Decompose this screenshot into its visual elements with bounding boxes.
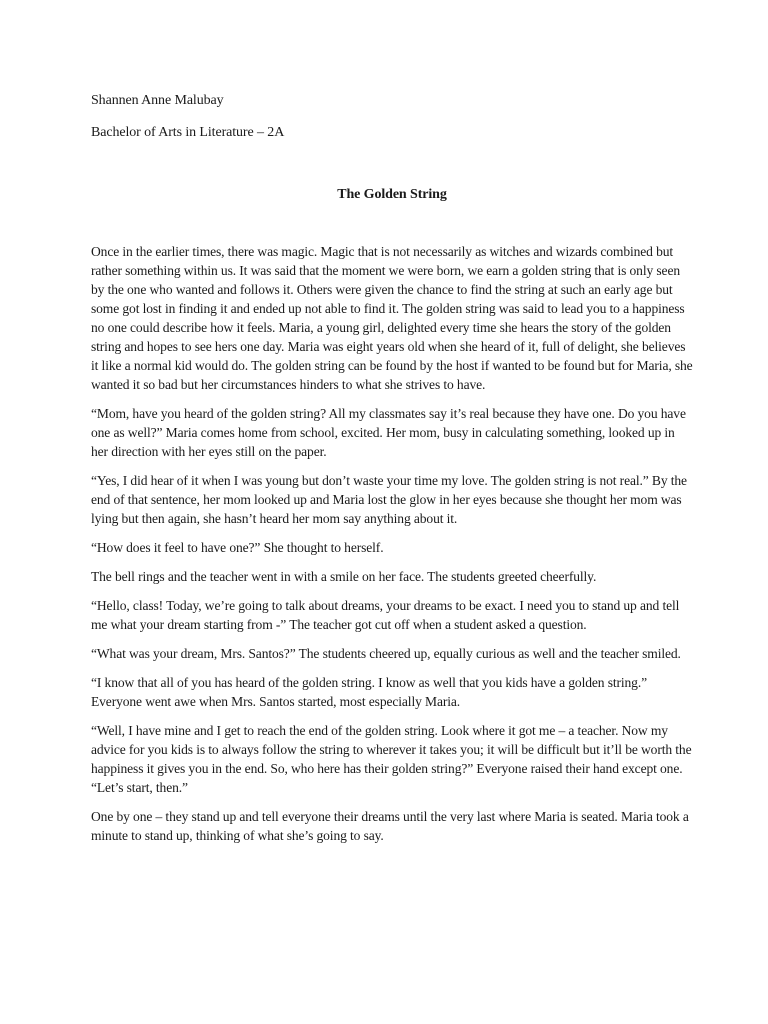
paragraph: One by one – they stand up and tell everyone their dreams until the very last where Maria is seated. Maria took a minute to stand up, thinking of what she’s going to say. — [91, 809, 689, 843]
author-name: Shannen Anne Malubay — [91, 93, 224, 108]
document-page — [91, 92, 693, 855]
document-body — [91, 242, 693, 845]
paragraph: The bell rings and the teacher went in with a smile on her face. The students greeted cheerfully. — [91, 569, 597, 584]
paragraph: “I know that all of you has heard of the golden string. I know as well that you kids have a golden string.” Everyone went awe when Mrs. Santos started, most especially Maria. — [91, 675, 647, 709]
paragraph: “Well, I have mine and I get to reach the end of the golden string. Look where it got me – a teacher. Now my advice for you kids is to always follow the string to wherever it takes you; it will be difficult but it’ll be worth the happiness it gives you in the end. So, who here has their golden string?” Everyone raised their hand except one. “Let’s start, then.” — [91, 723, 692, 795]
program-line: Bachelor of Arts in Literature – 2A — [91, 125, 285, 140]
paragraph: “Mom, have you heard of the golden string? All my classmates say it’s real because they have one. Do you have one as well?” Maria comes home from school, excited. Her mom, busy in calculating something, looked up in her direction with her eyes still on the paper. — [91, 406, 686, 459]
paragraph: “What was your dream, Mrs. Santos?” The students cheered up, equally curious as well and the teacher smiled. — [91, 646, 681, 661]
paragraph: “Hello, class! Today, we’re going to talk about dreams, your dreams to be exact. I need you to stand up and tell me what your dream starting from -” The teacher got cut off when a student asked a question. — [91, 598, 680, 632]
paragraph: “How does it feel to have one?” She thought to herself. — [91, 540, 384, 555]
paragraph: “Yes, I did hear of it when I was young but don’t waste your time my love. The golden string is not real.” By the end of that sentence, her mom looked up and Maria lost the glow in her eyes because she thought her mom was lying but then again, she hasn’t heard her mom say anything about it. — [91, 473, 687, 526]
document-title: The Golden String — [337, 187, 447, 202]
paragraph: Once in the earlier times, there was magic. Magic that is not necessarily as witches and wizards combined but rather something within us. It was said that the moment we were born, we earn a golden string that is only seen by the one who wanted and follows it. Others were given the chance to find the string at such an early age but some got lost in finding it and ended up not able to find it. The golden string was said to lead you to a happiness no one could describe how it feels. Maria, a young girl, delighted every time she hears the story of the golden string and hopes to see hers one day. Maria was eight years old when she heard of it, full of delight, she believes it like a normal kid would do. The golden string can be found by the host if wanted to be found but for Maria, she wanted it so bad but her circumstances hinders to what she strives to have. — [91, 244, 693, 392]
